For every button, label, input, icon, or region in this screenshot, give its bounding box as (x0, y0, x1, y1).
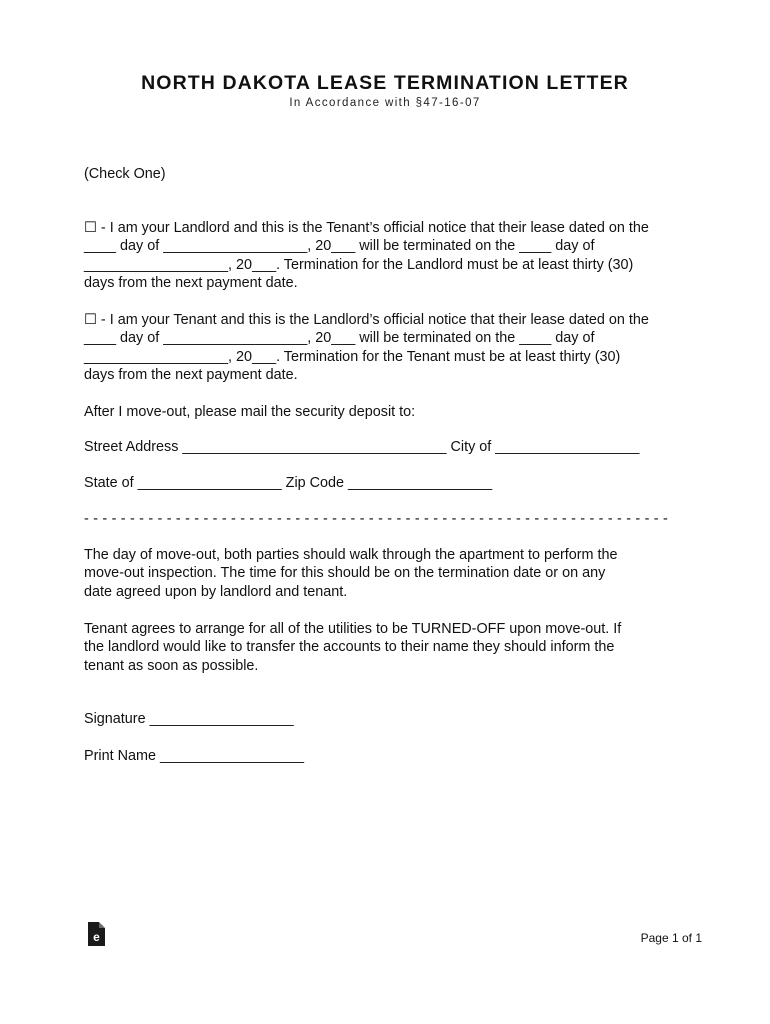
landlord-option-line-3: __________________, 20___. Termination for the Landlord must be at least thirty (30) (84, 256, 634, 273)
inspection-paragraph (84, 546, 684, 601)
document-title: NORTH DAKOTA LEASE TERMINATION LETTER (141, 72, 629, 94)
inspection-line-3: date agreed upon by landlord and tenant. (84, 583, 348, 600)
tenant-option (84, 311, 684, 385)
svg-text:e: e (93, 930, 100, 944)
utilities-paragraph (84, 620, 684, 675)
tenant-checkbox[interactable]: ☐ (84, 312, 97, 328)
landlord-checkbox[interactable]: ☐ (84, 220, 97, 236)
eforms-document-icon (88, 922, 105, 946)
street-address-field[interactable]: Street Address _________________________________ City of __________________ (84, 439, 640, 455)
print-name-field[interactable]: Print Name __________________ (84, 748, 305, 764)
landlord-option-line-1: ☐ - I am your Landlord and this is the Tenant’s official notice that their lease dated on the (84, 220, 649, 236)
check-one-label: (Check One) (84, 166, 166, 182)
landlord-option (84, 219, 684, 293)
dashed-separator: - - - - - - - - - - - - - - - - - - - - - - - - - - - - - - - - - - - - - - - - - - - - - - - - - - - - - - - - - - - - - - - - (84, 511, 668, 527)
tenant-option-line-2: ____ day of __________________, 20___ will be terminated on the ____ day of (84, 330, 595, 347)
state-zip-field[interactable]: State of __________________ Zip Code __________________ (84, 475, 493, 491)
document-subtitle: In Accordance with §47-16-07 (289, 97, 481, 109)
inspection-line-2: move-out inspection. The time for this should be on the termination date or on any (84, 565, 606, 582)
page-number: Page 1 of 1 (640, 931, 702, 945)
landlord-option-line-2: ____ day of __________________, 20___ will be terminated on the ____ day of (84, 238, 595, 255)
tenant-option-line-3: __________________, 20___. Termination for the Tenant must be at least thirty (30) (84, 348, 621, 365)
deposit-intro: After I move-out, please mail the security deposit to: (84, 404, 416, 420)
utilities-line-3: tenant as soon as possible. (84, 657, 259, 674)
utilities-line-1: Tenant agrees to arrange for all of the utilities to be TURNED-OFF upon move-out. If (84, 621, 622, 637)
tenant-option-line-4: days from the next payment date. (84, 367, 298, 384)
utilities-line-2: the landlord would like to transfer the accounts to their name they should inform the (84, 639, 615, 656)
signature-field[interactable]: Signature __________________ (84, 711, 294, 727)
inspection-line-1: The day of move-out, both parties should walk through the apartment to perform the (84, 547, 618, 563)
landlord-option-line-4: days from the next payment date. (84, 275, 298, 292)
tenant-option-line-1: ☐ - I am your Tenant and this is the Landlord’s official notice that their lease dated on the (84, 312, 649, 328)
